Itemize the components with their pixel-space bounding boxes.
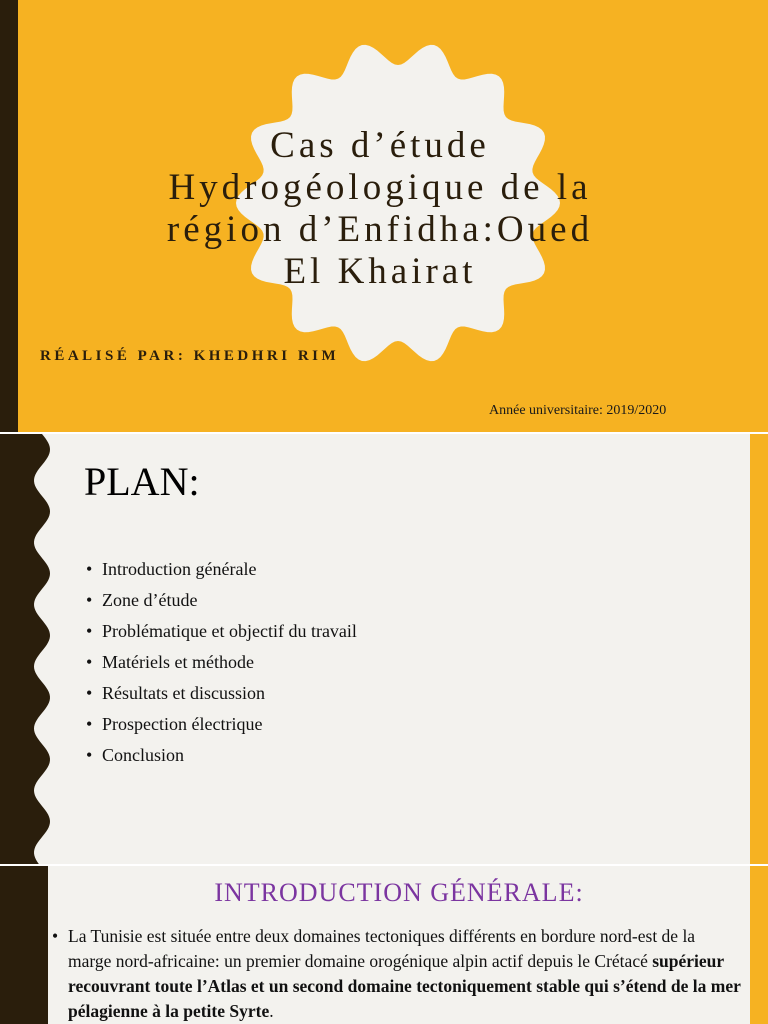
left-accent-bar bbox=[0, 0, 18, 432]
academic-year: Année universitaire: 2019/2020 bbox=[489, 403, 667, 418]
author-line: RÉALISÉ PAR: KHEDHRI RIM bbox=[40, 348, 340, 364]
list-item: • Conclusion bbox=[86, 744, 357, 775]
bullet-icon: • bbox=[86, 652, 93, 672]
introduction-slide bbox=[0, 866, 768, 1024]
title-line-3: région d’Enfidha:Oued bbox=[166, 209, 594, 250]
introduction-paragraph bbox=[52, 924, 742, 1024]
presentation-title bbox=[120, 125, 640, 293]
paragraph-end: . bbox=[269, 1001, 274, 1021]
wavy-left-border bbox=[0, 434, 60, 864]
plan-list bbox=[86, 558, 357, 775]
introduction-heading: INTRODUCTION GÉNÉRALE: bbox=[214, 878, 584, 907]
paragraph-bold: supérieur recouvrant toute l’Atlas et un second domaine tectoniquement stable qui s’étend de la mer pélagienne à la petite Syrte bbox=[68, 951, 741, 1021]
list-item: • Problématique et objectif du travail bbox=[86, 620, 357, 651]
title-line-2: Hydrogéologique de la bbox=[168, 167, 592, 208]
title-slide bbox=[0, 0, 768, 432]
bullet-icon: • bbox=[86, 621, 93, 641]
bullet-icon: • bbox=[52, 926, 59, 946]
plan-slide bbox=[0, 434, 768, 864]
bullet-icon: • bbox=[86, 559, 93, 579]
list-item: • Prospection électrique bbox=[86, 713, 357, 744]
list-item: • Introduction générale bbox=[86, 558, 357, 589]
paragraph-text bbox=[68, 924, 742, 1024]
right-accent-strip bbox=[750, 434, 768, 864]
paragraph-normal: La Tunisie est située entre deux domaines tectoniques différents en bordure nord-est de la marge nord-africaine: un premier domaine orogénique alpin actif depuis le Crétacé bbox=[68, 926, 696, 971]
title-line-4: El Khairat bbox=[283, 251, 477, 292]
list-item: • Zone d’étude bbox=[86, 589, 357, 620]
plan-heading: PLAN: bbox=[84, 459, 200, 504]
title-line-1: Cas d’étude bbox=[270, 125, 490, 166]
bullet-icon: • bbox=[86, 714, 93, 734]
list-item: • Matériels et méthode bbox=[86, 651, 357, 682]
bullet-icon: • bbox=[86, 745, 93, 765]
list-item: • Résultats et discussion bbox=[86, 682, 357, 713]
bullet-icon: • bbox=[86, 590, 93, 610]
bullet-icon: • bbox=[86, 683, 93, 703]
right-accent-strip bbox=[750, 866, 768, 1024]
left-accent-bar bbox=[0, 866, 48, 1024]
